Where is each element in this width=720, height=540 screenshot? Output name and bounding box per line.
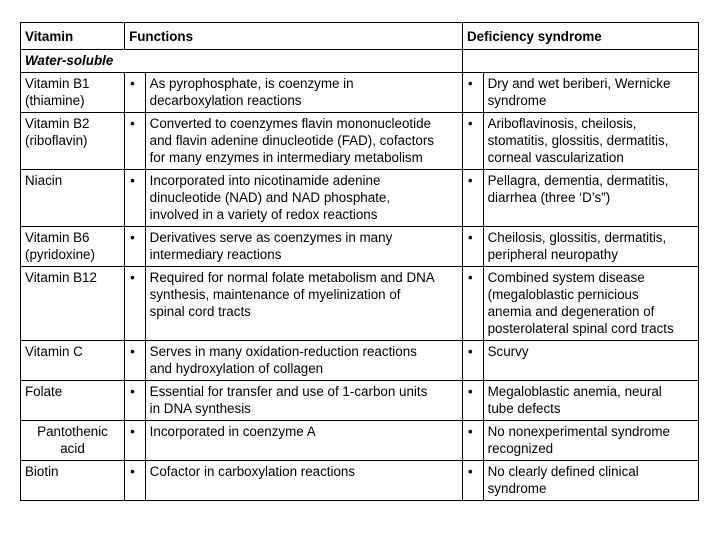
vitamin-name-line: (riboflavin) (25, 133, 88, 148)
function-text-line: for many enzymes in intermediary metabolism (149, 150, 423, 165)
vitamin-cell (21, 227, 125, 267)
vitamin-name-line: Pantothenic (37, 424, 108, 439)
function-text-line: spinal cord tracts (149, 304, 251, 319)
function-bullet: • (125, 227, 146, 267)
deficiency-cell (483, 73, 698, 113)
function-bullet: • (125, 421, 146, 461)
deficiency-text-line: syndrome (487, 481, 547, 496)
vitamin-name-line: Vitamin B12 (25, 270, 97, 285)
function-bullet: • (125, 267, 146, 341)
deficiency-cell (483, 341, 698, 381)
function-bullet: • (125, 170, 146, 227)
deficiency-text-line: Ariboflavinosis, cheilosis, (487, 116, 637, 131)
function-text-line: As pyrophosphate, is coenzyme in (149, 76, 354, 91)
vitamin-name-line: Folate (25, 384, 63, 399)
deficiency-text-line: stomatitis, glossitis, dermatitis, (487, 133, 669, 148)
deficiency-text-line: tube defects (487, 401, 561, 416)
vitamin-name-line: Biotin (25, 464, 59, 479)
function-cell (145, 73, 462, 113)
function-text-line: intermediary reactions (149, 247, 282, 262)
function-text-line: Required for normal folate metabolism and DNA (149, 270, 435, 285)
function-cell (145, 267, 462, 341)
function-cell (145, 461, 462, 501)
vitamin-cell (21, 461, 125, 501)
function-bullet: • (125, 381, 146, 421)
function-text-line: Derivatives serve as coenzymes in many (149, 230, 393, 245)
deficiency-bullet: • (463, 267, 484, 341)
vitamin-name-line: acid (60, 441, 85, 456)
vitamin-cell (21, 113, 125, 170)
deficiency-bullet: • (463, 113, 484, 170)
deficiency-cell (483, 227, 698, 267)
function-text-line: Incorporated in coenzyme A (149, 424, 316, 439)
deficiency-bullet: • (463, 73, 484, 113)
header-functions: Functions (125, 23, 463, 50)
deficiency-text-line: Pellagra, dementia, dermatitis, (487, 173, 669, 188)
vitamin-cell (21, 267, 125, 341)
function-text-line: and flavin adenine dinucleotide (FAD), cofactors (149, 133, 434, 148)
vitamin-table (20, 22, 699, 501)
deficiency-bullet: • (463, 341, 484, 381)
vitamin-cell (21, 341, 125, 381)
function-bullet: • (125, 341, 146, 381)
deficiency-text-line: corneal vascularization (487, 150, 624, 165)
deficiency-cell (483, 170, 698, 227)
function-text-line: decarboxylation reactions (149, 93, 302, 108)
deficiency-bullet: • (463, 170, 484, 227)
header-deficiency: Deficiency syndrome (463, 23, 699, 50)
vitamin-name-line: Vitamin C (25, 344, 83, 359)
deficiency-bullet: • (463, 461, 484, 501)
deficiency-text-line: syndrome (487, 93, 547, 108)
vitamin-name-line: (pyridoxine) (25, 247, 95, 262)
function-text-line: involved in a variety of redox reactions (149, 207, 378, 222)
function-text-line: Converted to coenzymes flavin mononucleotide (149, 116, 432, 131)
function-bullet: • (125, 113, 146, 170)
deficiency-cell (483, 381, 698, 421)
function-text-line: in DNA synthesis (149, 401, 251, 416)
function-text-line: synthesis, maintenance of myelinization of (149, 287, 401, 302)
table-row (21, 421, 699, 461)
function-bullet: • (125, 461, 146, 501)
table-row (21, 73, 699, 113)
deficiency-text-line: posterolateral spinal cord tracts (487, 321, 674, 336)
function-text-line: Serves in many oxidation-reduction reactions (149, 344, 417, 359)
deficiency-text-line: peripheral neuropathy (487, 247, 618, 262)
deficiency-bullet: • (463, 421, 484, 461)
deficiency-text-line: diarrhea (three ‘D’s”) (487, 190, 611, 205)
vitamin-name-line: (thiamine) (25, 93, 85, 108)
function-cell (145, 341, 462, 381)
deficiency-text-line: Combined system disease (487, 270, 645, 285)
deficiency-text-line: recognized (487, 441, 554, 456)
function-text-line: dinucleotide (NAD) and NAD phosphate, (149, 190, 391, 205)
deficiency-text-line: Dry and wet beriberi, Wernicke (487, 76, 671, 91)
deficiency-bullet: • (463, 381, 484, 421)
table-row (21, 113, 699, 170)
deficiency-text-line: Scurvy (487, 344, 529, 359)
vitamin-cell (21, 170, 125, 227)
deficiency-cell (483, 461, 698, 501)
function-text-line: Incorporated into nicotinamide adenine (149, 173, 381, 188)
header-row (21, 23, 699, 50)
deficiency-text-line: No nonexperimental syndrome (487, 424, 670, 439)
function-text-line: and hydroxylation of collagen (149, 361, 324, 376)
table-row (21, 267, 699, 341)
vitamin-cell (21, 421, 125, 461)
table-row (21, 170, 699, 227)
header-vitamin: Vitamin (21, 23, 125, 50)
vitamin-cell (21, 73, 125, 113)
vitamin-table-container (20, 22, 699, 501)
section-label: Water-soluble (21, 50, 463, 73)
deficiency-bullet: • (463, 227, 484, 267)
table-row (21, 381, 699, 421)
vitamin-name-line: Vitamin B1 (25, 76, 90, 91)
vitamin-cell (21, 381, 125, 421)
function-cell (145, 227, 462, 267)
function-text-line: Cofactor in carboxylation reactions (149, 464, 356, 479)
deficiency-cell (483, 267, 698, 341)
function-cell (145, 170, 462, 227)
deficiency-text-line: anemia and degeneration of (487, 304, 655, 319)
function-cell (145, 421, 462, 461)
section-row (21, 50, 699, 73)
deficiency-cell (483, 113, 698, 170)
function-text-line: Essential for transfer and use of 1-carbon units (149, 384, 428, 399)
function-cell (145, 113, 462, 170)
function-cell (145, 381, 462, 421)
section-empty-cell (463, 50, 699, 73)
function-bullet: • (125, 73, 146, 113)
deficiency-cell (483, 421, 698, 461)
vitamin-name-line: Vitamin B6 (25, 230, 90, 245)
deficiency-text-line: No clearly defined clinical (487, 464, 639, 479)
table-row (21, 227, 699, 267)
deficiency-text-line: Cheilosis, glossitis, dermatitis, (487, 230, 667, 245)
vitamin-name-line: Vitamin B2 (25, 116, 90, 131)
deficiency-text-line: Megaloblastic anemia, neural (487, 384, 662, 399)
table-row (21, 461, 699, 501)
vitamin-name-line: Niacin (25, 173, 63, 188)
deficiency-text-line: (megaloblastic pernicious (487, 287, 639, 302)
table-row (21, 341, 699, 381)
